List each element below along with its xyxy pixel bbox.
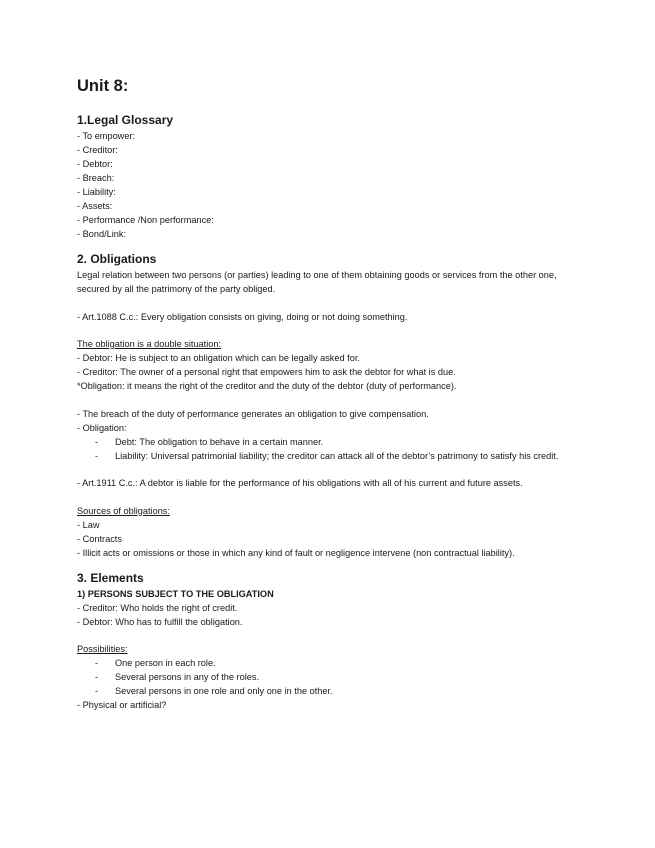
sub-list-text: Debt: The obligation to behave in a certain manner. [115, 436, 324, 447]
section-heading-glossary: 1.Legal Glossary [77, 113, 174, 127]
paragraph-art1911: - Art.1911 C.c.: A debtor is liable for the performance of his obligations with all of his current and future assets. [77, 478, 523, 488]
page-title: Unit 8: [77, 77, 129, 95]
subtitle-sources: Sources of obligations: [77, 505, 170, 516]
list-item: - Bond/Link: [77, 229, 127, 239]
list-item: - Performance /Non performance: [77, 215, 214, 225]
list-item: - Debtor: He is subject to an obligation which can be legally asked for. [77, 353, 360, 363]
list-item: - Illicit acts or omissions or those in which any kind of fault or negligence intervene (non contractual liability). [77, 547, 515, 558]
dash-bullet: - [95, 658, 99, 668]
list-item: - Breach: [77, 173, 115, 183]
subheading-persons: 1) PERSONS SUBJECT TO THE OBLIGATION [77, 588, 274, 599]
section-heading-elements: 3. Elements [77, 570, 144, 585]
list-item: - Obligation: [77, 422, 127, 433]
list-item: - Liability: [77, 187, 116, 197]
list-item: - Creditor: The owner of a personal right that empowers him to ask the debtor for what is due. [77, 367, 456, 377]
sub-list-text: Several persons in one role and only one in the other. [115, 686, 333, 696]
paragraph-intro: Legal relation between two persons (or parties) leading to one of them obtaining goods or services from the other one, secured by all the patrimony of the party obliged. [77, 270, 557, 294]
list-item: - Assets: [77, 201, 113, 211]
list-item: - Law [77, 519, 100, 530]
paragraph-art1088: - Art.1088 C.c.: Every obligation consists on giving, doing or not doing something. [77, 311, 408, 322]
list-item: - Creditor: [77, 145, 118, 155]
list-item: *Obligation: it means the right of the creditor and the duty of the debtor (duty of performance). [77, 381, 457, 391]
section-heading-obligations: 2. Obligations [77, 252, 157, 266]
dash-bullet: - [95, 686, 99, 696]
sub-list-item [77, 449, 575, 463]
list-item: - To empower: [77, 131, 136, 141]
subtitle-possibilities: Possibilities: [77, 644, 128, 654]
sub-list-text: One person in each role. [115, 658, 216, 668]
list-item: - Debtor: [77, 159, 113, 169]
list-item: - Contracts [77, 533, 122, 544]
sub-list-text: Liability: Universal patrimonial liability; the creditor can attack all of the debtor’s patrimony to satisfy his credit. [115, 450, 559, 461]
dash-bullet: - [95, 436, 99, 447]
paragraph-breach: - The breach of the duty of performance generates an obligation to give compensation. [77, 408, 429, 419]
sub-list-text: Several persons in any of the roles. [115, 672, 260, 682]
sub-list-item [77, 656, 575, 670]
dash-bullet: - [95, 672, 99, 682]
list-item: - Creditor: Who holds the right of credit. [77, 602, 238, 613]
list-item: - Debtor: Who has to fulfill the obligation. [77, 616, 243, 627]
sub-list-item [77, 435, 575, 449]
subtitle-double-situation: The obligation is a double situation: [77, 339, 222, 349]
list-item: - Physical or artificial? [77, 700, 167, 710]
dash-bullet: - [95, 450, 99, 461]
sub-list-item [77, 670, 575, 684]
sub-list-item [77, 684, 575, 698]
